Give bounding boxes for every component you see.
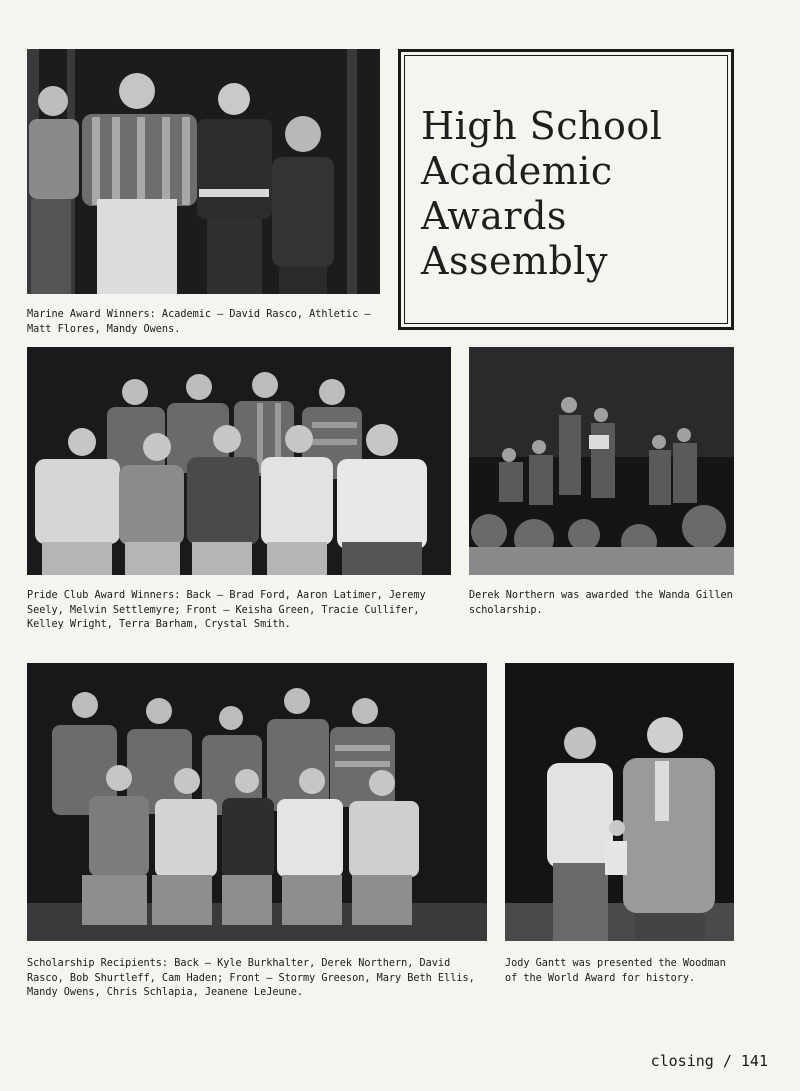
page-title-box: [398, 49, 734, 330]
title-line-4: Assembly: [421, 239, 608, 283]
title-line-3: Awards: [421, 194, 567, 238]
scholarship-recipients-photo: [27, 663, 487, 941]
woodman-award-caption: Jody Gantt was presented the Woodman of the World Award for history.: [505, 958, 726, 984]
title-line-2: Academic: [421, 149, 613, 193]
page-title: [404, 55, 728, 324]
scholarship-recipients-caption: Scholarship Recipients: Back — Kyle Burkhalter, Derek Northern, David Rasco, Bob Shurtleff, Cam Haden; Front — Stormy Greeson, Mary Beth Ellis, Mandy Owens, Chris Schlapia, Jeanene LeJeune.: [27, 958, 475, 998]
pride-club-photo: [27, 347, 451, 575]
scholarship-award-caption: Derek Northern was awarded the Wanda Gillen scholarship.: [469, 590, 733, 616]
pride-club-caption: Pride Club Award Winners: Back — Brad Ford, Aaron Latimer, Jeremy Seely, Melvin Settlemyre; Front — Keisha Green, Tracie Cullifer, Kelley Wright, Terra Barham, Crystal Smith.: [27, 590, 426, 630]
page-folio: closing / 141: [650, 1052, 768, 1070]
marine-award-caption: Marine Award Winners: Academic — David Rasco, Athletic — Matt Flores, Mandy Owens.: [27, 309, 371, 335]
scholarship-award-photo: [469, 347, 734, 575]
marine-award-photo: [27, 49, 380, 294]
title-line-1: High School: [421, 104, 663, 148]
woodman-award-photo: [505, 663, 734, 941]
